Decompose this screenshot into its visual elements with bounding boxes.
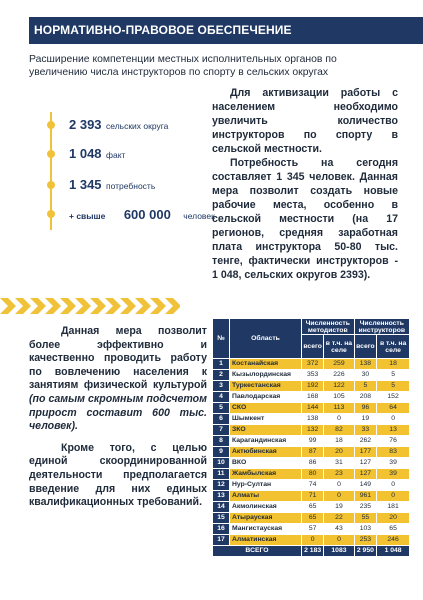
cell: 259 xyxy=(324,359,354,370)
cell: 181 xyxy=(377,502,410,513)
stat-prefix: + свыше xyxy=(69,211,106,221)
row-number: 17 xyxy=(213,535,230,546)
cell: 20 xyxy=(377,513,410,524)
row-number: 5 xyxy=(213,403,230,414)
cell: 208 xyxy=(354,392,377,403)
cell: 0 xyxy=(324,414,354,425)
subtitle: Расширение компетенции местных исполнительных органов по увеличению числа инструкторов по спорту в сельских округах xyxy=(29,54,337,78)
region-name: Костанайская xyxy=(230,359,302,370)
region-name: Нур-Султан xyxy=(230,480,302,491)
cell: 961 xyxy=(354,491,377,502)
cell: 246 xyxy=(377,535,410,546)
cell: 80 xyxy=(302,469,324,480)
region-name: Алматинская xyxy=(230,535,302,546)
left-paragraphs xyxy=(29,325,207,510)
cell: 65 xyxy=(302,502,324,513)
paragraph: Кроме того, с целью единой скоординированной деятельности предполагается введение для них единых квалификационных требований. xyxy=(29,441,207,509)
cell: 0 xyxy=(377,491,410,502)
cell: 168 xyxy=(302,392,324,403)
row-number: 9 xyxy=(213,447,230,458)
cell: 65 xyxy=(302,513,324,524)
timeline-dot xyxy=(47,181,55,189)
cell: 0 xyxy=(377,414,410,425)
region-name: Кызылординская xyxy=(230,370,302,381)
table-row xyxy=(213,359,410,370)
table-row xyxy=(213,436,410,447)
region-name: Павлодарская xyxy=(230,392,302,403)
table-row xyxy=(213,513,410,524)
cell: 43 xyxy=(324,524,354,535)
cell: 353 xyxy=(302,370,324,381)
cell: 152 xyxy=(377,392,410,403)
row-number: 16 xyxy=(213,524,230,535)
region-name: Акмолинская xyxy=(230,502,302,513)
timeline-dot xyxy=(47,150,55,158)
cell: 18 xyxy=(324,436,354,447)
table-row xyxy=(213,414,410,425)
cell: 64 xyxy=(377,403,410,414)
table-row xyxy=(213,381,410,392)
right-paragraphs xyxy=(212,86,398,282)
cell: 0 xyxy=(377,480,410,491)
cell: 226 xyxy=(324,370,354,381)
table-row xyxy=(213,458,410,469)
cell: 177 xyxy=(354,447,377,458)
cell: 19 xyxy=(324,502,354,513)
regions-table xyxy=(212,318,410,557)
cell: 55 xyxy=(354,513,377,524)
page-title: НОРМАТИВНО-ПРАВОВОЕ ОБЕСПЕЧЕНИЕ xyxy=(29,17,423,44)
row-number: 4 xyxy=(213,392,230,403)
table-row xyxy=(213,535,410,546)
table-row xyxy=(213,469,410,480)
region-name: Актюбинская xyxy=(230,447,302,458)
cell: 105 xyxy=(324,392,354,403)
row-number: 12 xyxy=(213,480,230,491)
stat-need xyxy=(69,176,155,194)
region-name: СКО xyxy=(230,403,302,414)
cell: 39 xyxy=(377,469,410,480)
cell: 2 183 xyxy=(302,546,324,557)
paragraph-text: Данная мера позволит более эффективно и качественно проводить работу по вовлечению населения к занятиям физической культурой xyxy=(29,325,207,392)
cell: 235 xyxy=(354,502,377,513)
table-row xyxy=(213,491,410,502)
cell: 0 xyxy=(324,491,354,502)
stat-label: человек xyxy=(183,211,215,221)
cell: 57 xyxy=(302,524,324,535)
header-region: Область xyxy=(230,319,302,359)
total-row xyxy=(213,546,410,557)
cell: 5 xyxy=(377,370,410,381)
cell: 0 xyxy=(324,535,354,546)
stat-number: 1 345 xyxy=(69,177,102,192)
paragraph: Потребность на сегодня составляет 1 345 человек. Данная мера позволит создать новые рабочие места, особенно в сельской местности (на 17 регионов, средняя заработная плата инструктора 50-80 тыс. тенге, фактически инструкторов - 1 048, сельских округов 2393). xyxy=(212,157,398,281)
header-rural: в т.ч. на селе xyxy=(377,335,410,359)
cell: 20 xyxy=(324,447,354,458)
stat-number: 1 048 xyxy=(69,146,102,161)
header-num: № xyxy=(213,319,230,359)
table-row xyxy=(213,502,410,513)
stat-number: 600 000 xyxy=(123,207,171,222)
region-name: Шымкент xyxy=(230,414,302,425)
cell: 99 xyxy=(302,436,324,447)
region-name: ВКО xyxy=(230,458,302,469)
stat-label: факт xyxy=(106,150,126,160)
region-name: Мангистауская xyxy=(230,524,302,535)
table-row xyxy=(213,403,410,414)
paragraph: Для активизации работы с населением необходимо увеличить количество инструкторов по спорту в сельской местности. xyxy=(212,87,398,155)
cell: 1 048 xyxy=(377,546,410,557)
cell: 83 xyxy=(377,447,410,458)
total-label: ВСЕГО xyxy=(213,546,302,557)
cell: 113 xyxy=(324,403,354,414)
row-number: 13 xyxy=(213,491,230,502)
stat-rural-districts xyxy=(69,116,168,134)
cell: 2 950 xyxy=(354,546,377,557)
header-total: всего xyxy=(354,335,377,359)
timeline-dot xyxy=(47,210,55,218)
cell: 71 xyxy=(302,491,324,502)
table-row xyxy=(213,480,410,491)
cell: 1083 xyxy=(324,546,354,557)
paragraph-italic: (по самым скромным подсчетом прирост составит 600 тыс. человек). xyxy=(29,392,207,433)
row-number: 10 xyxy=(213,458,230,469)
cell: 0 xyxy=(302,535,324,546)
cell: 103 xyxy=(354,524,377,535)
table-row xyxy=(213,425,410,436)
table-row xyxy=(213,370,410,381)
row-number: 8 xyxy=(213,436,230,447)
cell: 127 xyxy=(354,469,377,480)
row-number: 15 xyxy=(213,513,230,524)
cell: 262 xyxy=(354,436,377,447)
row-number: 1 xyxy=(213,359,230,370)
region-name: Атырауская xyxy=(230,513,302,524)
cell: 122 xyxy=(324,381,354,392)
chevron-divider-icon xyxy=(0,298,180,314)
table-row xyxy=(213,447,410,458)
region-name: ЗКО xyxy=(230,425,302,436)
table-row xyxy=(213,392,410,403)
cell: 82 xyxy=(324,425,354,436)
timeline-dot xyxy=(47,121,55,129)
cell: 372 xyxy=(302,359,324,370)
region-name: Жамбылская xyxy=(230,469,302,480)
cell: 33 xyxy=(354,425,377,436)
cell: 96 xyxy=(354,403,377,414)
stat-label: сельских округа xyxy=(106,121,169,131)
header-instructors: Численность инструкторов xyxy=(354,319,409,335)
stat-label: потребность xyxy=(106,181,156,191)
row-number: 6 xyxy=(213,414,230,425)
cell: 149 xyxy=(354,480,377,491)
cell: 132 xyxy=(302,425,324,436)
cell: 86 xyxy=(302,458,324,469)
header-methodists: Численность методистов xyxy=(302,319,355,335)
row-number: 2 xyxy=(213,370,230,381)
cell: 19 xyxy=(354,414,377,425)
cell: 0 xyxy=(324,480,354,491)
cell: 31 xyxy=(324,458,354,469)
cell: 76 xyxy=(377,436,410,447)
row-number: 7 xyxy=(213,425,230,436)
cell: 30 xyxy=(354,370,377,381)
stat-number: 2 393 xyxy=(69,117,102,132)
stat-actual xyxy=(69,145,125,163)
paragraph xyxy=(29,325,207,434)
cell: 23 xyxy=(324,469,354,480)
cell: 253 xyxy=(354,535,377,546)
cell: 138 xyxy=(302,414,324,425)
cell: 5 xyxy=(354,381,377,392)
cell: 5 xyxy=(377,381,410,392)
cell: 127 xyxy=(354,458,377,469)
cell: 18 xyxy=(377,359,410,370)
region-name: Карагандинская xyxy=(230,436,302,447)
cell: 87 xyxy=(302,447,324,458)
cell: 39 xyxy=(377,458,410,469)
cell: 138 xyxy=(354,359,377,370)
row-number: 14 xyxy=(213,502,230,513)
header-total: всего xyxy=(302,335,324,359)
region-name: Туркестанская xyxy=(230,381,302,392)
row-number: 3 xyxy=(213,381,230,392)
cell: 13 xyxy=(377,425,410,436)
header-rural: в т.ч. на селе xyxy=(324,335,354,359)
cell: 144 xyxy=(302,403,324,414)
region-name: Алматы xyxy=(230,491,302,502)
table-row xyxy=(213,524,410,535)
cell: 192 xyxy=(302,381,324,392)
cell: 22 xyxy=(324,513,354,524)
cell: 65 xyxy=(377,524,410,535)
stat-growth xyxy=(69,206,215,224)
cell: 74 xyxy=(302,480,324,491)
row-number: 11 xyxy=(213,469,230,480)
